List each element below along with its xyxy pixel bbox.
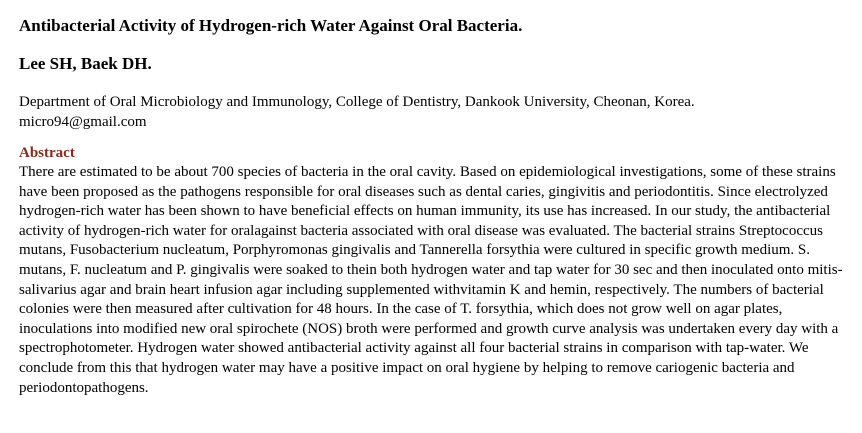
abstract-heading: Abstract (19, 145, 75, 161)
article-authors: Lee SH, Baek DH. (19, 54, 152, 73)
article-title: Antibacterial Activity of Hydrogen-rich Water Against Oral Bacteria. (19, 16, 523, 35)
abstract-text: There are estimated to be about 700 species of bacteria in the oral cavity. Based on epidemiological investigations, some of these strains have been proposed as the pathogens responsible for oral diseases such as dental caries, gingivitis and periodontitis. Since electrolyzed hydrogen-rich water has been shown to have beneficial effects on human immunity, its use has increased. In our study, the antibacterial activity of hydrogen-rich water for oralagainst bacteria associated with oral disease was evaluated. The bacterial strains Streptococcus mutans, Fusobacterium nucleatum, Porphyromonas gingivalis and Tannerella forsythia were cultured in specific growth medium. S. mutans, F. nucleatum and P. gingivalis were soaked to thein both hydrogen water and tap water for 30 sec and then inoculated onto mitis-salivarius agar and brain heart infusion agar including supplemented withvitamin K and hemin, respectively. The numbers of bacterial colonies were then measured after cultivation for 48 hours. In the case of T. forsythia, which does not grow well on agar plates, inoculations into modified new oral spirochete (NOS) broth were performed and growth curve analysis was undertaken every day with a spectrophotometer. Hydrogen water showed antibacterial activity against all four bacterial strains in comparison with tap-water. We conclude from this that hydrogen water may have a positive impact on oral hygiene by helping to remove cariogenic bacteria and periodontopathogens. (19, 164, 843, 396)
affiliation-text: Department of Oral Microbiology and Immunology, College of Dentistry, Dankook University, Cheonan, Korea. (19, 94, 695, 110)
affiliation-block (19, 92, 843, 132)
author-email: micro94@gmail.com (19, 114, 147, 130)
